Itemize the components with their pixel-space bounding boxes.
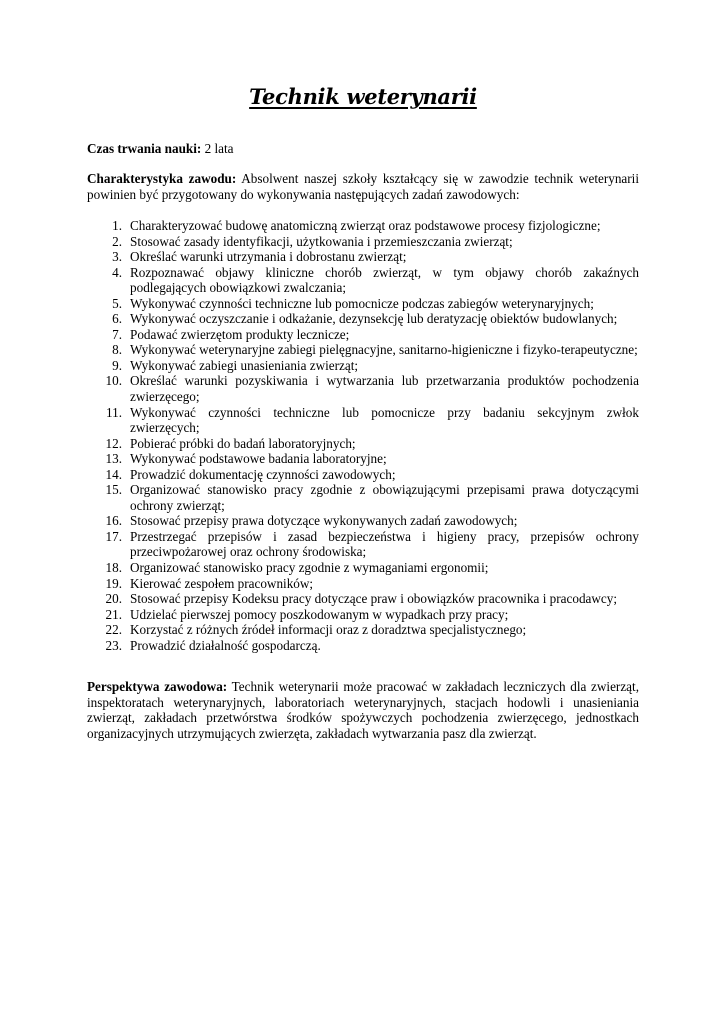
list-item-number: 10. — [105, 373, 122, 389]
list-item-number: 4. — [112, 264, 122, 280]
list-item — [87, 451, 639, 467]
list-item-text: Określać warunki pozyskiwania i wytwarzania lub przetwarzania produktów pochodzenia zwierzęcego; — [130, 373, 639, 405]
list-item-number: 17. — [105, 528, 122, 544]
list-item-number: 11. — [106, 404, 122, 420]
list-item — [87, 296, 639, 312]
list-item-number: 3. — [112, 249, 122, 265]
list-item-text: Podawać zwierzętom produkty lecznicze; — [130, 326, 350, 342]
list-item-text: Korzystać z różnych źródeł informacji oraz z doradztwa specjalistycznego; — [130, 622, 527, 638]
page-title: Technik weterynarii — [249, 84, 477, 109]
list-item-text: Określać warunki utrzymania i dobrostanu zwierząt; — [130, 249, 407, 265]
career-perspective-label: Perspektywa zawodowa: — [87, 679, 228, 694]
duties-list — [87, 218, 639, 653]
list-item-number: 1. — [112, 218, 122, 233]
list-item-number: 7. — [112, 326, 122, 342]
list-item-text: Rozpoznawać objawy kliniczne chorób zwierząt, w tym objawy chorób zakaźnych podlegających obowiązkowi zwalczania; — [130, 264, 639, 296]
list-item-text: Prowadzić dokumentację czynności zawodowych; — [130, 466, 396, 482]
profession-characteristics — [87, 171, 639, 202]
list-item — [87, 513, 639, 529]
list-item — [87, 436, 639, 452]
list-item-text: Kierować zespołem pracowników; — [130, 575, 314, 591]
list-item — [87, 358, 639, 374]
list-item-number: 8. — [112, 342, 122, 358]
profession-characteristics-text: Absolwent naszej szkoły kształcący się w zawodzie technik weterynarii powinien być przygotowany do wykonywania następujących zadań zawodowych: — [87, 171, 639, 202]
list-item-number: 16. — [105, 513, 122, 529]
list-item-number: 14. — [105, 466, 122, 482]
study-duration-value: 2 lata — [201, 141, 234, 156]
list-item-text: Wykonywać czynności techniczne lub pomocnicze przy badaniu sekcyjnym zwłok zwierzęcych; — [130, 404, 639, 436]
list-item-text: Pobierać próbki do badań laboratoryjnych; — [130, 435, 356, 451]
list-item — [87, 622, 639, 638]
list-item-text: Wykonywać zabiegi unasieniania zwierząt; — [130, 357, 359, 373]
list-item-number: 15. — [105, 482, 122, 498]
career-perspective — [87, 679, 639, 741]
list-item — [87, 234, 639, 250]
list-item — [87, 607, 639, 623]
list-item — [87, 373, 639, 404]
list-item — [87, 311, 639, 327]
list-item — [87, 405, 639, 436]
list-item — [87, 342, 639, 358]
list-item-text: Wykonywać weterynaryjne zabiegi pielęgnacyjne, sanitarno-higieniczne i fizyko-terapeutyczne; — [130, 342, 638, 358]
list-item-number: 20. — [105, 591, 122, 607]
list-item-number: 18. — [105, 560, 122, 576]
list-item — [87, 560, 639, 576]
list-item — [87, 591, 639, 607]
list-item — [87, 218, 639, 234]
list-item-number: 22. — [105, 622, 122, 638]
list-item-text: Prowadzić działalność gospodarczą. — [130, 637, 321, 653]
list-item-number: 6. — [112, 311, 122, 327]
list-item — [87, 529, 639, 560]
list-item-text: Organizować stanowisko pracy zgodnie z wymaganiami ergonomii; — [130, 560, 489, 576]
list-item-text: Stosować przepisy Kodeksu pracy dotyczące praw i obowiązków pracownika i pracodawcy; — [130, 591, 618, 607]
list-item-text: Przestrzegać przepisów i zasad bezpieczeństwa i higieny pracy, przepisów ochrony przeciwpożarowej oraz ochrony środowiska; — [130, 528, 639, 560]
list-item — [87, 576, 639, 592]
list-item — [87, 482, 639, 513]
list-item-text: Udzielać pierwszej pomocy poszkodowanym w wypadkach przy pracy; — [130, 606, 509, 622]
list-item-number: 9. — [112, 357, 122, 373]
list-item-number: 2. — [112, 233, 122, 249]
list-item — [87, 249, 639, 265]
list-item-text: Stosować zasady identyfikacji, użytkowania i przemieszczania zwierząt; — [130, 233, 513, 249]
list-item-text: Organizować stanowisko pracy zgodnie z obowiązującymi przepisami prawa dotyczącymi ochrony zwierząt; — [130, 482, 639, 513]
list-item-number: 19. — [105, 575, 122, 591]
list-item-text: Stosować przepisy prawa dotyczące wykonywanych zadań zawodowych; — [130, 513, 518, 529]
list-item-number: 12. — [105, 435, 122, 451]
profession-characteristics-label: Charakterystyka zawodu: — [87, 171, 237, 186]
list-item — [87, 638, 639, 654]
list-item — [87, 327, 639, 343]
list-item-text: Wykonywać oczyszczanie i odkażanie, dezynsekcję lub deratyzację obiektów budowlanych; — [130, 311, 618, 327]
study-duration-label: Czas trwania nauki: — [87, 141, 202, 156]
career-perspective-text: Technik weterynarii może pracować w zakładach leczniczych dla zwierząt, inspektoratach weterynaryjnych, laboratoriach weterynaryjnych, stacjach hodowli i unasieniania zwierząt, zakładach przetwórstwa środków spożywczych pochodzenia zwierzęcego, jednostkach organizacyjnych utrzymujących zwierzęta, zakładach wytwarzania pasz dla zwierząt. — [87, 679, 639, 741]
list-item — [87, 467, 639, 483]
list-item-text: Wykonywać podstawowe badania laboratoryjne; — [130, 451, 387, 467]
list-item-number: 5. — [112, 295, 122, 311]
list-item-number: 23. — [105, 637, 122, 653]
list-item-number: 21. — [105, 606, 122, 622]
list-item-text: Charakteryzować budowę anatomiczną zwierząt oraz podstawowe procesy fizjologiczne; — [130, 218, 601, 233]
list-item-number: 13. — [105, 451, 122, 467]
study-duration — [87, 141, 639, 157]
list-item-text: Wykonywać czynności techniczne lub pomocnicze podczas zabiegów weterynaryjnych; — [130, 295, 594, 311]
list-item — [87, 265, 639, 296]
